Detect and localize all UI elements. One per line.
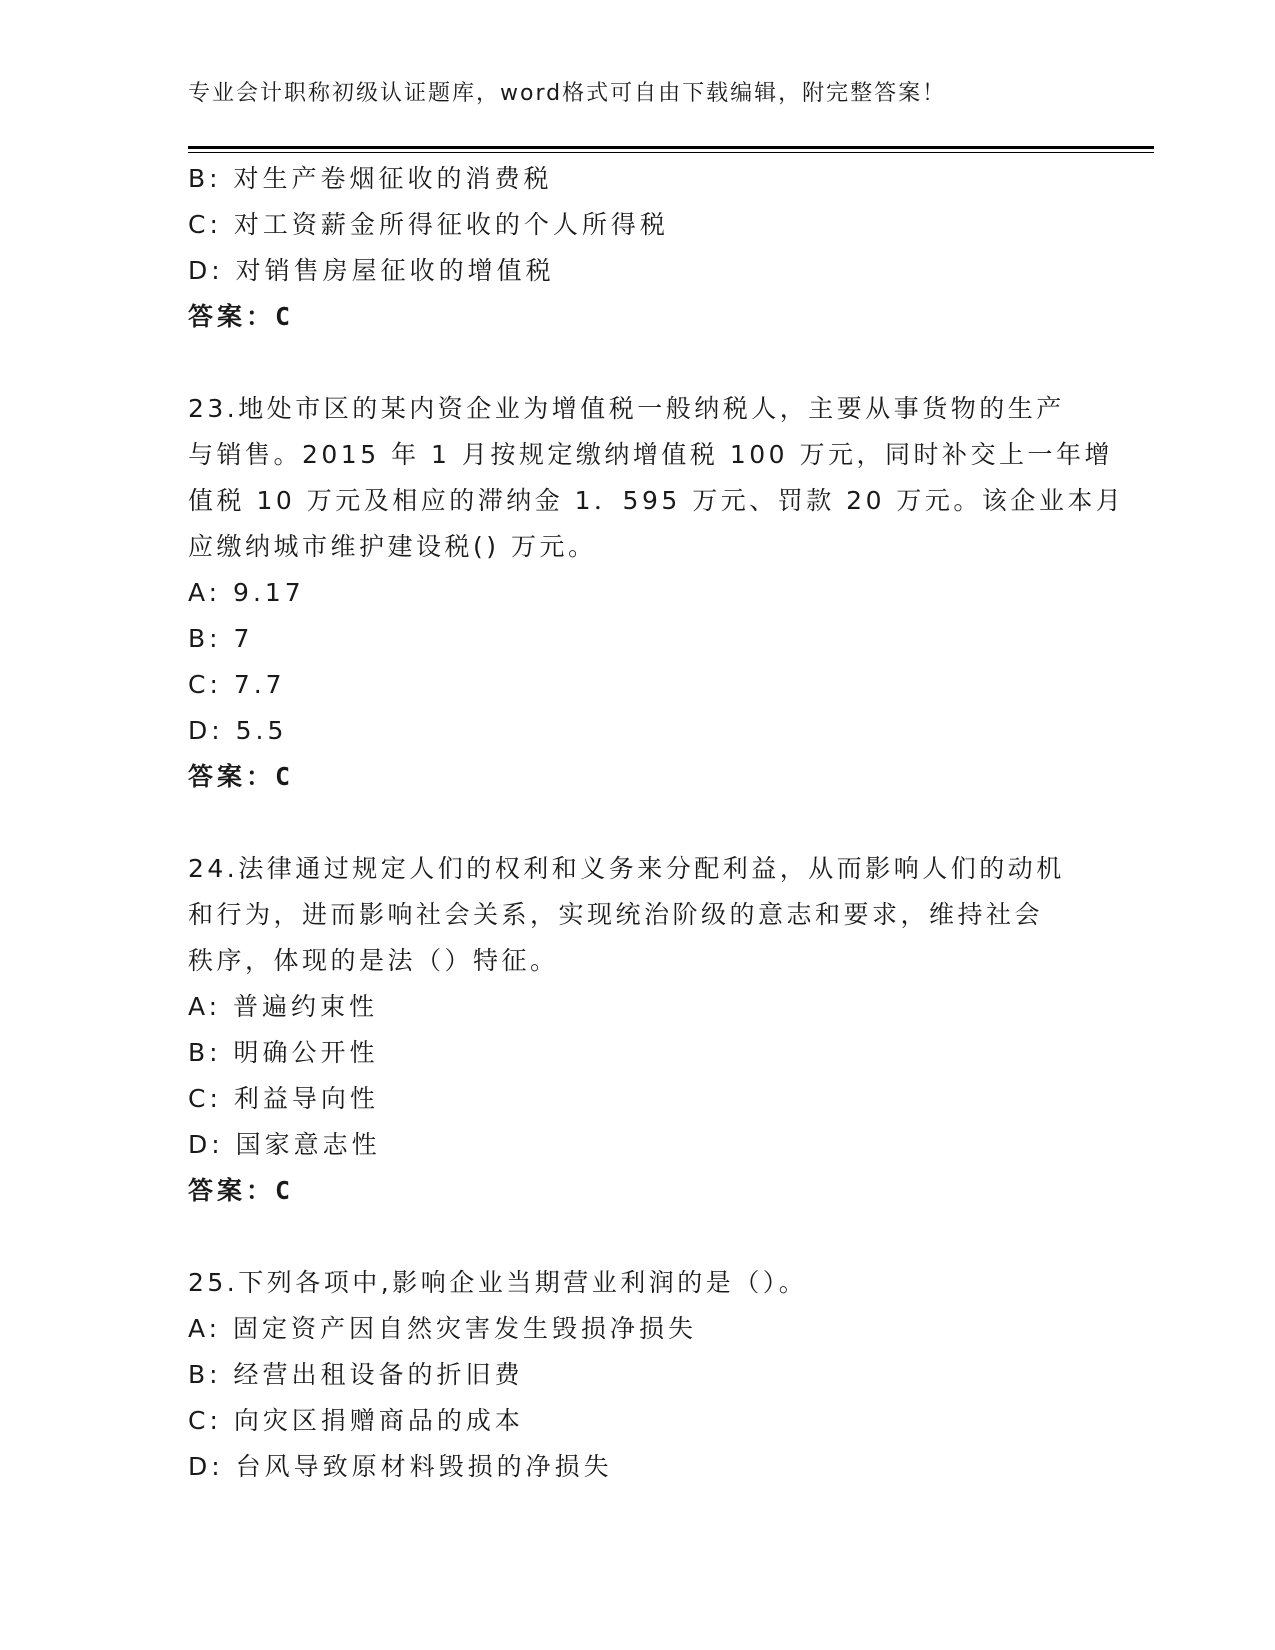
- question-line: 秩序，体现的是法（）特征。: [188, 946, 559, 975]
- answer-label: 答案：: [188, 302, 276, 331]
- question-25: [188, 1260, 1088, 1490]
- answer: [188, 294, 1088, 340]
- option-d: D: 国家意志性: [188, 1130, 381, 1159]
- option-c: C: 对工资薪金所得征收的个人所得税: [188, 210, 669, 239]
- spacer: [188, 340, 1088, 386]
- option-a: A: 9.17: [188, 578, 305, 607]
- answer-value: C: [275, 1176, 293, 1205]
- question-line: 值税 10 万元及相应的滞纳金 1．595 万元、罚款 20 万元。该企业本月: [188, 486, 1125, 515]
- document-content: [188, 156, 1125, 1490]
- question-line: 24.法律通过规定人们的权利和义务来分配利益，从而影响人们的动机: [188, 854, 1065, 883]
- option-d: D: 台风导致原材料毁损的净损失: [188, 1452, 613, 1481]
- option-b: B: 对生产卷烟征收的消费税: [188, 164, 553, 193]
- question-24: [188, 846, 1088, 1214]
- answer-value: C: [275, 302, 293, 331]
- answer-label: 答案：: [188, 762, 276, 791]
- answer-label: 答案：: [188, 1176, 276, 1205]
- answer-value: C: [275, 762, 293, 791]
- question-line: 应缴纳城市维护建设税() 万元。: [188, 532, 597, 561]
- option-a: A: 普遍约束性: [188, 992, 379, 1021]
- answer: [188, 1168, 1088, 1214]
- question-line: 与销售。2015 年 1 月按规定缴纳增值税 100 万元，同时补交上一年增: [188, 440, 1113, 469]
- option-b: B: 明确公开性: [188, 1038, 379, 1067]
- spacer: [188, 1214, 1088, 1260]
- option-b: B: 经营出租设备的折旧费: [188, 1360, 524, 1389]
- option-c: C: 利益导向性: [188, 1084, 379, 1113]
- question-line: 和行为，进而影响社会关系，实现统治阶级的意志和要求，维持社会: [188, 900, 1044, 929]
- header-rule-thin: [188, 152, 1154, 153]
- question-text: [188, 846, 1088, 984]
- answer: [188, 754, 1088, 800]
- question-22-continued: [188, 156, 1088, 340]
- option-d: D: 对销售房屋征收的增值税: [188, 256, 555, 285]
- question-line: 25.下列各项中,影响企业当期营业利润的是（）。: [188, 1268, 808, 1297]
- question-line: 23.地处市区的某内资企业为增值税一般纳税人，主要从事货物的生产: [188, 394, 1065, 423]
- question-text: [188, 1260, 1088, 1306]
- question-23: [188, 386, 1125, 800]
- header-rule-thick: [188, 146, 1154, 149]
- option-b: B: 7: [188, 624, 254, 653]
- option-d: D: 5.5: [188, 716, 288, 745]
- option-c: C: 向灾区捐赠商品的成本: [188, 1406, 524, 1435]
- spacer: [188, 800, 1088, 846]
- option-a: A: 固定资产因自然灾害发生毁损净损失: [188, 1314, 698, 1343]
- page-header: 专业会计职称初级认证题库，word格式可自由下载编辑，附完整答案！: [188, 81, 947, 106]
- option-c: C: 7.7: [188, 670, 286, 699]
- question-text: [188, 386, 1125, 570]
